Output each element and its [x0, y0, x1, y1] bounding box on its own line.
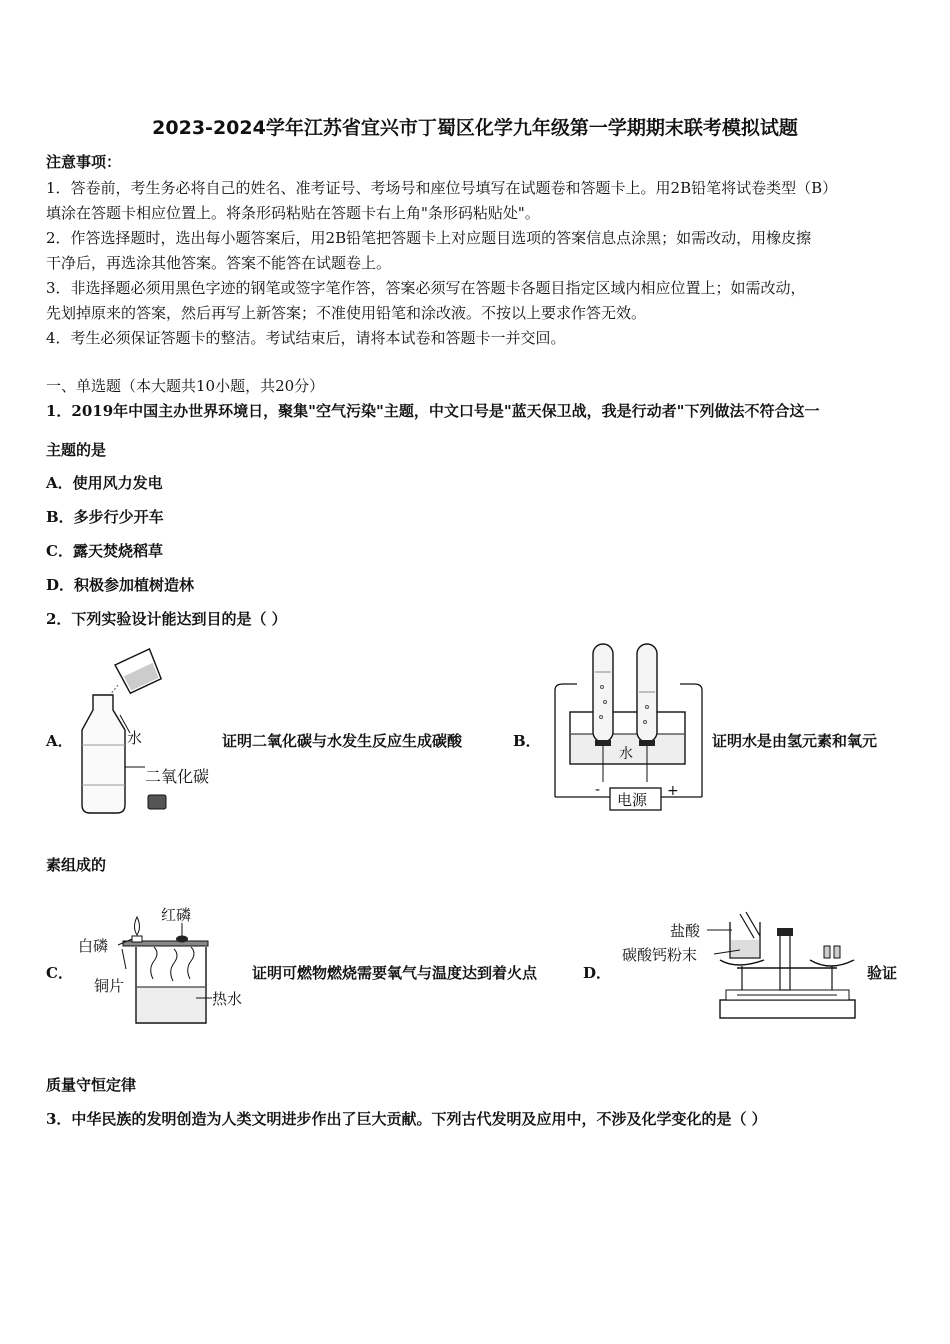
notice-line: 1．答卷前，考生务必将自己的姓名、准考证号、考场号和座位号填写在试题卷和答题卡上。用2B铅笔将试卷类型（B）: [46, 179, 838, 197]
q2-option-c-text: 证明可燃物燃烧需要氧气与温度达到着火点: [252, 964, 538, 982]
q1-option-b: B．多步行少开车: [46, 508, 164, 526]
notice-line: 3．非选择题必须用黑色字迹的钢笔或签字笔作答，答案必须写在答题卡各题目指定区域内相应位置上；如需改动，: [46, 279, 806, 297]
q2-option-d-letter: D．: [583, 964, 612, 982]
q2-option-a-letter: A．: [46, 732, 73, 750]
label-co2: 二氧化碳: [145, 767, 210, 786]
page-title: 2023-2024学年江苏省宜兴市丁蜀区化学九年级第一学期期末联考模拟试题: [152, 117, 798, 139]
notice-line: 2．作答选择题时，选出每小题答案后，用2B铅笔把答题卡上对应题目选项的答案信息点涂黑；如需改动，用橡皮擦: [46, 229, 812, 247]
notice-line: 4．考生必须保证答题卡的整洁。考试结束后，请将本试卷和答题卡一并交回。: [46, 329, 566, 347]
q1-option-c: C．露天焚烧稻草: [46, 542, 163, 560]
section-heading: 一、单选题（本大题共10小题，共20分）: [46, 377, 325, 395]
label-water: 水: [127, 729, 143, 747]
q2-option-c-letter: C．: [46, 964, 73, 982]
q1-option-d: D．积极参加植树造林: [46, 576, 195, 594]
q2-option-b-letter: B．: [513, 732, 541, 750]
label-hcl: 盐酸: [670, 922, 701, 940]
label-caco3: 碳酸钙粉末: [622, 946, 698, 964]
label-red-phosphorus: 红磷: [161, 906, 192, 924]
q2-option-d-text-cont: 质量守恒定律: [46, 1076, 137, 1094]
label-copper: 铜片: [94, 977, 125, 995]
balance-diagram: [622, 910, 862, 1025]
notice-line: 填涂在答题卡相应位置上。将条形码粘贴在答题卡右上角"条形码粘贴处"。: [46, 204, 540, 222]
q2-option-d-text: 验证: [867, 964, 898, 982]
label-minus: -: [595, 782, 601, 798]
q1-stem: 1．2019年中国主办世界环境日，聚集"空气污染"主题，中文口号是"蓝天保卫战，我是行动者"下列做法不符合这一: [46, 402, 820, 420]
q1-stem-cont: 主题的是: [46, 441, 107, 459]
label-white-phosphorus: 白磷: [78, 937, 109, 955]
co2-bottle-diagram: [70, 655, 230, 820]
q1-option-a: A．使用风力发电: [46, 474, 163, 492]
electrolysis-diagram: [555, 642, 705, 817]
q2-stem: 2．下列实验设计能达到目的是（ ）: [46, 610, 287, 628]
label-plus: +: [667, 783, 679, 799]
q3-stem: 3．中华民族的发明创造为人类文明进步作出了巨大贡献。下列古代发明及应用中，不涉及化学变化的是（ ）: [46, 1110, 767, 1128]
combustion-diagram: [78, 903, 248, 1028]
q2-option-b-text-cont: 素组成的: [46, 856, 107, 874]
label-hot-water: 热水: [212, 990, 243, 1008]
notice-line: 先划掉原来的答案，然后再写上新答案；不准使用铅笔和涂改液。不按以上要求作答无效。: [46, 304, 647, 322]
q2-option-b-text: 证明水是由氢元素和氧元: [712, 732, 878, 750]
notice-heading: 注意事项：: [46, 153, 122, 171]
notice-line: 干净后，再选涂其他答案。答案不能答在试题卷上。: [46, 254, 392, 272]
q2-option-a-text: 证明二氧化碳与水发生反应生成碳酸: [222, 732, 463, 750]
label-water: 水: [619, 746, 633, 762]
label-power: 电源: [617, 791, 648, 809]
